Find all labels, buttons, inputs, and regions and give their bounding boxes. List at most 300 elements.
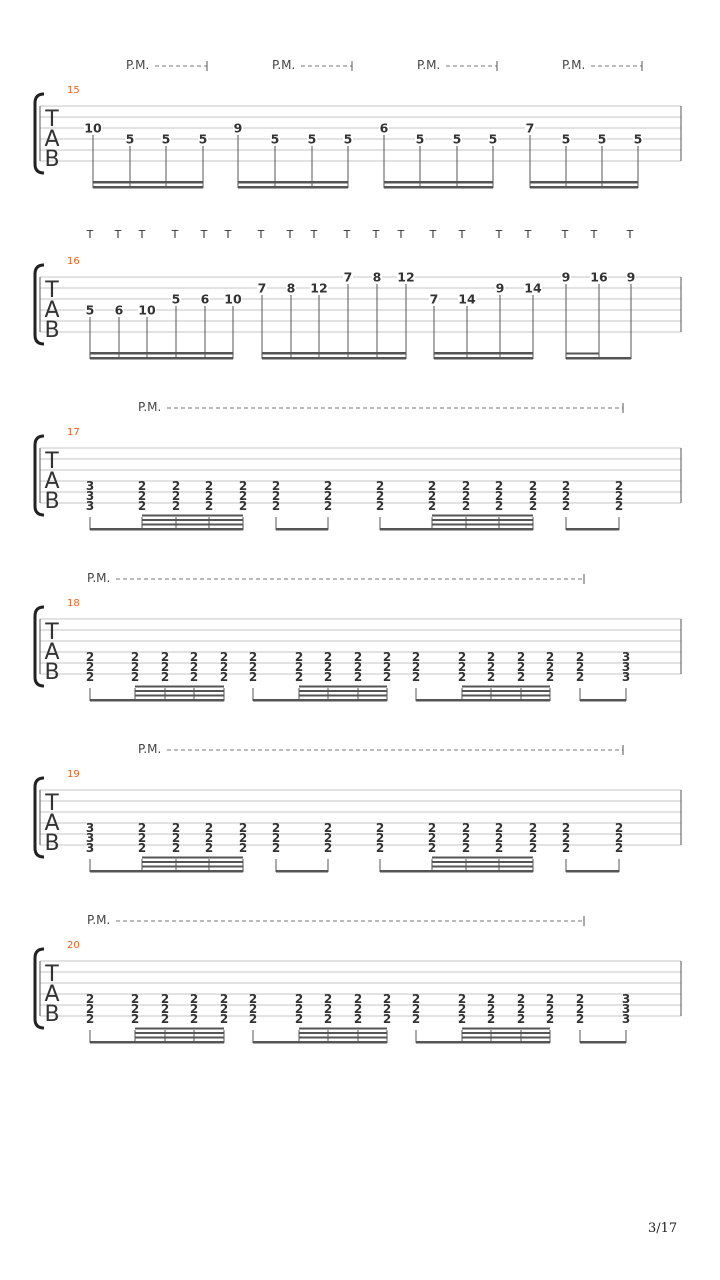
measure-number: 18 [67,598,80,609]
fret-number: 14 [458,291,476,307]
fret-number: 2 [323,650,333,664]
fret-number: 2 [486,1012,496,1026]
fret-number: 2 [457,992,467,1006]
fret-number: 2 [561,831,571,845]
tapping-mark: T [257,228,265,241]
secondary-beam [299,1032,387,1034]
fret-number: 5 [171,291,181,307]
secondary-beam [142,866,243,868]
fret-number: 5 [415,131,425,147]
tab-clef-letter: B [44,660,60,685]
fret-number: 2 [545,1012,555,1026]
fret-number: 2 [137,821,147,835]
fret-number: 2 [137,499,147,513]
fret-number: 9 [561,269,571,285]
fret-number: 5 [343,131,353,147]
tapping-mark: T [310,228,318,241]
secondary-beam [432,515,533,517]
fret-number: 2 [411,1012,421,1026]
beam [580,699,626,702]
fret-number: 2 [248,1002,258,1016]
fret-number: 2 [461,499,471,513]
palm-mute-label: P.M. [562,58,586,72]
fret-number: 2 [561,499,571,513]
fret-number: 2 [294,992,304,1006]
fret-number: 10 [224,291,242,307]
secondary-beam [135,1028,224,1030]
palm-mute-label: P.M. [417,58,441,72]
tapping-mark: T [561,228,569,241]
fret-number: 2 [323,479,333,493]
tapping-mark: T [458,228,466,241]
beam [384,186,493,189]
fret-number: 2 [382,992,392,1006]
fret-number: 3 [621,992,631,1006]
fret-number: 2 [323,831,333,845]
beam [90,870,243,873]
fret-number: 6 [114,302,124,318]
fret-number: 2 [160,650,170,664]
fret-number: 2 [561,479,571,493]
fret-number: 2 [323,841,333,855]
beam [262,357,406,360]
tab-clef-letter: A [44,298,60,323]
beam [434,357,533,360]
fret-number: 3 [85,841,95,855]
fret-number: 2 [494,499,504,513]
fret-number: 2 [486,660,496,674]
fret-number: 2 [353,650,363,664]
beam [276,528,328,531]
fret-number: 3 [85,831,95,845]
fret-number: 5 [270,131,280,147]
fret-number: 3 [621,650,631,664]
beam [434,352,533,355]
tapping-mark: T [626,228,634,241]
fret-number: 3 [85,489,95,503]
secondary-beam [462,686,550,688]
fret-number: 2 [219,1002,229,1016]
tapping-mark: T [200,228,208,241]
tapping-mark: T [224,228,232,241]
tab-clef-letter: B [44,489,60,514]
tapping-mark: T [171,228,179,241]
beam [90,352,233,355]
fret-number: 5 [633,131,643,147]
fret-number: 6 [200,291,210,307]
fret-number: 2 [516,660,526,674]
fret-number: 2 [219,1012,229,1026]
tapping-mark: T [495,228,503,241]
fret-number: 3 [621,1002,631,1016]
fret-number: 2 [528,821,538,835]
secondary-beam [142,861,243,863]
fret-number: 2 [294,1012,304,1026]
fret-number: 2 [561,489,571,503]
secondary-beam [462,690,550,692]
fret-number: 5 [561,131,571,147]
fret-number: 2 [614,499,624,513]
fret-number: 2 [323,499,333,513]
beam [90,699,224,702]
beam [253,1041,387,1044]
tapping-mark: T [343,228,351,241]
palm-mute-label: P.M. [138,742,162,756]
fret-number: 6 [379,120,389,136]
tab-clef-letter: A [44,982,60,1007]
tab-system-20 [35,913,681,1044]
fret-number: 2 [130,992,140,1006]
tapping-mark: T [429,228,437,241]
fret-number: 2 [160,670,170,684]
fret-number: 2 [85,1002,95,1016]
fret-number: 7 [257,280,267,296]
secondary-beam [432,524,533,526]
fret-number: 2 [271,821,281,835]
tab-clef-letter: B [44,1002,60,1027]
fret-number: 2 [85,660,95,674]
fret-number: 2 [614,841,624,855]
beam [238,186,348,189]
fret-number: 2 [461,841,471,855]
fret-number: 2 [575,650,585,664]
secondary-beam [299,686,387,688]
tapping-mark: T [286,228,294,241]
fret-number: 2 [545,992,555,1006]
fret-number: 2 [130,1002,140,1016]
fret-number: 2 [461,479,471,493]
fret-number: 2 [457,1002,467,1016]
beam [380,870,533,873]
tab-system-17 [35,400,681,531]
palm-mute-label: P.M. [126,58,150,72]
fret-number: 2 [323,1012,333,1026]
fret-number: 2 [545,1002,555,1016]
fret-number: 2 [382,650,392,664]
fret-number: 3 [85,479,95,493]
tapping-mark: T [372,228,380,241]
fret-number: 2 [457,670,467,684]
palm-mute-label: P.M. [138,400,162,414]
tab-system-15 [35,58,681,241]
beam [530,181,638,184]
tapping-mark: T [524,228,532,241]
fret-number: 2 [171,831,181,845]
fret-number: 2 [238,841,248,855]
beam [530,186,638,189]
secondary-beam [135,695,224,697]
fret-number: 2 [353,670,363,684]
fret-number: 2 [248,992,258,1006]
fret-number: 2 [323,660,333,674]
tab-clef-letter: T [45,107,59,132]
fret-number: 2 [238,499,248,513]
fret-number: 2 [219,650,229,664]
fret-number: 2 [382,1012,392,1026]
fret-number: 2 [171,479,181,493]
fret-number: 2 [411,660,421,674]
fret-number: 2 [614,489,624,503]
fret-number: 2 [461,489,471,503]
fret-number: 2 [375,489,385,503]
fret-number: 2 [494,821,504,835]
secondary-beam [299,695,387,697]
beam [90,357,233,360]
fret-number: 2 [294,660,304,674]
tab-clef-letter: T [45,962,59,987]
fret-number: 2 [457,650,467,664]
fret-number: 2 [486,992,496,1006]
fret-number: 2 [238,831,248,845]
fret-number: 2 [575,1002,585,1016]
fret-number: 2 [494,831,504,845]
fret-number: 2 [486,1002,496,1016]
beam [566,528,619,531]
fret-number: 2 [382,1002,392,1016]
fret-number: 2 [614,479,624,493]
secondary-beam [432,866,533,868]
fret-number: 2 [516,1012,526,1026]
secondary-beam [135,690,224,692]
secondary-beam [142,515,243,517]
beam [380,528,533,531]
fret-number: 2 [85,650,95,664]
fret-number: 2 [204,479,214,493]
fret-number: 2 [238,479,248,493]
secondary-beam [462,695,550,697]
secondary-beam [299,690,387,692]
fret-number: 3 [85,499,95,513]
tab-clef-letter: A [44,127,60,152]
fret-number: 2 [457,660,467,674]
fret-number: 2 [411,1002,421,1016]
fret-number: 2 [528,841,538,855]
fret-number: 5 [198,131,208,147]
fret-number: 2 [461,831,471,845]
tapping-mark: T [590,228,598,241]
fret-number: 12 [310,280,328,296]
fret-number: 2 [411,650,421,664]
fret-number: 2 [294,650,304,664]
fret-number: 2 [204,821,214,835]
measure-number: 20 [67,940,80,951]
fret-number: 2 [427,499,437,513]
fret-number: 2 [238,489,248,503]
fret-number: 2 [427,831,437,845]
secondary-beam [462,1037,550,1039]
fret-number: 2 [427,841,437,855]
fret-number: 2 [137,479,147,493]
fret-number: 2 [271,841,281,855]
measure-number: 16 [67,256,80,267]
tab-clef-letter: B [44,831,60,856]
fret-number: 2 [427,489,437,503]
tapping-mark: T [86,228,94,241]
fret-number: 2 [204,489,214,503]
fret-number: 2 [171,489,181,503]
fret-number: 3 [85,821,95,835]
secondary-beam [432,857,533,859]
secondary-beam [299,1037,387,1039]
fret-number: 2 [516,992,526,1006]
fret-number: 2 [375,831,385,845]
fret-number: 2 [248,670,258,684]
fret-number: 2 [189,650,199,664]
fret-number: 2 [130,650,140,664]
fret-number: 2 [130,660,140,674]
fret-number: 7 [525,120,535,136]
beam [262,352,406,355]
fret-number: 2 [516,650,526,664]
beam [90,1041,224,1044]
tab-clef-letter: T [45,449,59,474]
fret-number: 2 [160,1012,170,1026]
secondary-beam [432,861,533,863]
fret-number: 2 [137,841,147,855]
fret-number: 2 [271,831,281,845]
fret-number: 8 [372,269,382,285]
fret-number: 5 [307,131,317,147]
fret-number: 7 [343,269,353,285]
fret-number: 2 [614,831,624,845]
fret-number: 2 [85,670,95,684]
beam [384,181,493,184]
secondary-beam [142,524,243,526]
fret-number: 2 [411,670,421,684]
fret-number: 9 [495,280,505,296]
tab-clef-letter: T [45,278,59,303]
fret-number: 2 [248,660,258,674]
tab-clef-letter: B [44,147,60,172]
fret-number: 2 [427,821,437,835]
tab-clef-letter: A [44,640,60,665]
fret-number: 2 [130,670,140,684]
fret-number: 2 [528,499,538,513]
fret-number: 5 [597,131,607,147]
tapping-mark: T [114,228,122,241]
fret-number: 2 [204,831,214,845]
fret-number: 2 [575,992,585,1006]
palm-mute-label: P.M. [87,913,111,927]
fret-number: 5 [85,302,95,318]
fret-number: 2 [561,821,571,835]
fret-number: 2 [137,831,147,845]
beam [416,1041,550,1044]
fret-number: 2 [323,489,333,503]
fret-number: 2 [411,992,421,1006]
fret-number: 2 [323,670,333,684]
fret-number: 2 [189,992,199,1006]
fret-number: 2 [271,479,281,493]
fret-number: 2 [375,479,385,493]
beam [253,699,387,702]
fret-number: 9 [233,120,243,136]
tab-clef-letter: T [45,791,59,816]
fret-number: 2 [382,670,392,684]
fret-number: 3 [621,670,631,684]
fret-number: 2 [457,1012,467,1026]
secondary-beam [142,857,243,859]
beam [90,528,243,531]
secondary-beam [566,353,599,355]
fret-number: 2 [494,479,504,493]
fret-number: 10 [84,120,102,136]
tapping-mark: T [138,228,146,241]
beam [566,357,631,360]
fret-number: 2 [171,821,181,835]
fret-number: 2 [323,992,333,1006]
fret-number: 2 [528,479,538,493]
fret-number: 2 [375,499,385,513]
fret-number: 2 [323,1002,333,1016]
fret-number: 2 [323,821,333,835]
fret-number: 7 [429,291,439,307]
fret-number: 2 [160,1002,170,1016]
tab-clef-letter: A [44,469,60,494]
fret-number: 2 [219,670,229,684]
tab-clef-letter: T [45,620,59,645]
fret-number: 2 [353,660,363,674]
fret-number: 2 [375,821,385,835]
fret-number: 2 [561,841,571,855]
fret-number: 2 [353,1012,363,1026]
fret-number: 2 [189,660,199,674]
fret-number: 5 [488,131,498,147]
fret-number: 2 [353,1002,363,1016]
fret-number: 2 [130,1012,140,1026]
secondary-beam [135,1037,224,1039]
fret-number: 2 [528,831,538,845]
fret-number: 12 [397,269,415,285]
beam [416,699,550,702]
measure-number: 17 [67,427,80,438]
fret-number: 2 [375,841,385,855]
measure-number: 15 [67,85,80,96]
fret-number: 2 [294,670,304,684]
fret-number: 2 [271,489,281,503]
fret-number: 16 [590,269,608,285]
fret-number: 2 [189,1002,199,1016]
fret-number: 14 [524,280,542,296]
beam [238,181,348,184]
fret-number: 2 [85,992,95,1006]
fret-number: 2 [85,1012,95,1026]
fret-number: 2 [545,670,555,684]
fret-number: 2 [494,841,504,855]
secondary-beam [462,1032,550,1034]
beam [566,870,619,873]
fret-number: 10 [138,302,156,318]
beam [93,186,203,189]
secondary-beam [135,1032,224,1034]
fret-number: 2 [294,1002,304,1016]
palm-mute-label: P.M. [272,58,296,72]
tab-system-19 [35,742,681,873]
fret-number: 2 [427,479,437,493]
fret-number: 2 [516,1002,526,1016]
fret-number: 3 [621,1012,631,1026]
secondary-beam [462,1028,550,1030]
tab-clef-letter: B [44,318,60,343]
tab-system-16 [35,256,681,360]
fret-number: 5 [161,131,171,147]
secondary-beam [299,1028,387,1030]
secondary-beam [142,519,243,521]
fret-number: 2 [614,821,624,835]
beam [93,181,203,184]
fret-number: 2 [238,821,248,835]
fret-number: 2 [160,992,170,1006]
